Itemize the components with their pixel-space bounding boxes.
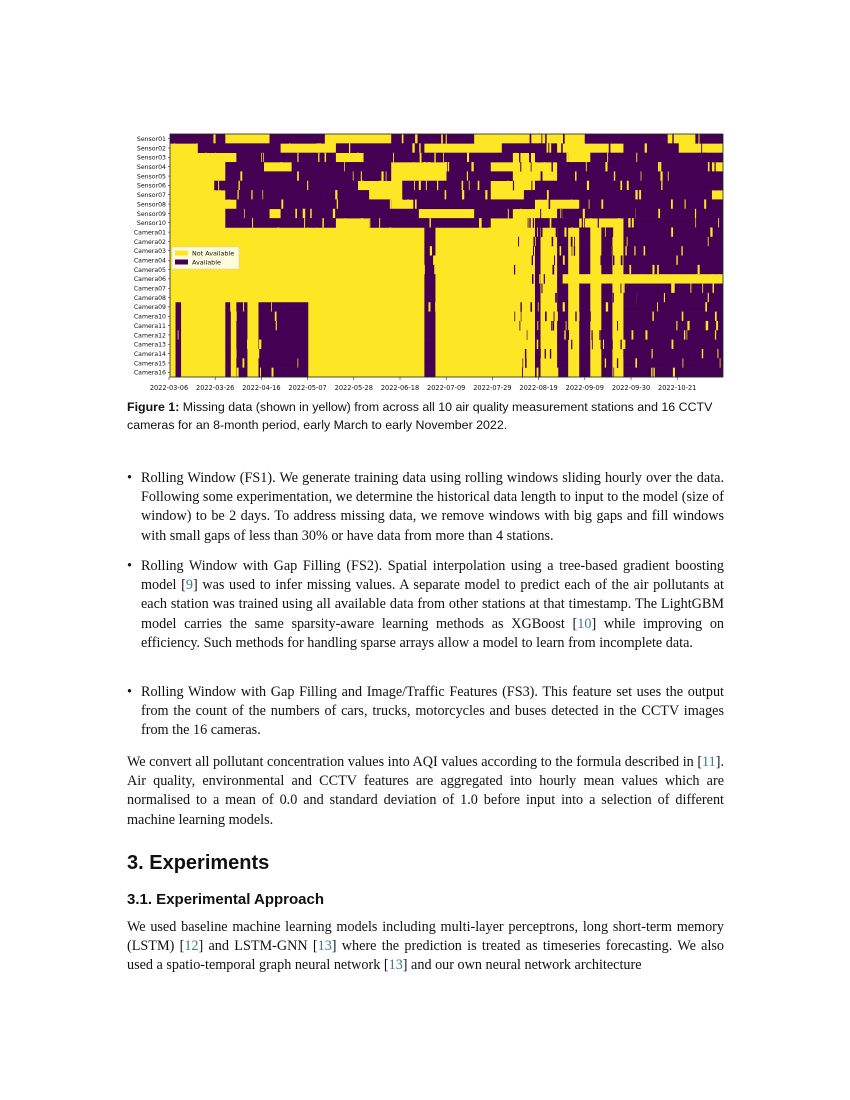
aqi-paragraph [127, 753, 724, 830]
row-label: Camera01 [133, 229, 166, 237]
row-label: Camera02 [133, 238, 166, 246]
row-label: Sensor01 [136, 136, 166, 144]
citation-link[interactable]: 12 [184, 938, 199, 955]
row-label: Camera05 [133, 266, 166, 274]
row-label: Camera13 [133, 341, 166, 349]
row-label: Sensor10 [136, 220, 166, 228]
aqi-text-a: We convert all pollutant concentration values into AQI values according to the formula described in [ [127, 754, 703, 770]
citation-link[interactable]: 13 [317, 938, 332, 955]
row-label: Sensor05 [136, 173, 166, 181]
row-label: Camera09 [133, 304, 166, 312]
bullet-icon: • [127, 684, 132, 700]
row-label: Camera16 [133, 369, 166, 377]
row-label: Camera06 [133, 276, 166, 284]
bullet-text-fs2-b: ] was used to infer missing values. A separate model to predict each of the air pollutants at each station was trained using all available data from other stations at that timestamp. The LightGBM model carries the same sparsity-aware learning methods as XGBoost [ [141, 577, 724, 632]
row-label: Sensor08 [136, 201, 166, 209]
x-tick-label: 2022-07-29 [473, 384, 512, 390]
row-label: Camera11 [133, 322, 166, 330]
bullet-text-fs2-c: ] while improving on efficiency. Such methods for handling sparse arrays allow a model to learn from incomplete data. [141, 615, 725, 651]
approach-text-d: ] and our own neural network architecture [402, 957, 642, 974]
figure-caption [127, 398, 727, 434]
row-label: Camera15 [133, 360, 166, 368]
x-tick-label: 2022-09-09 [565, 384, 604, 390]
row-label: Sensor07 [136, 192, 166, 200]
citation-link[interactable]: 13 [388, 957, 403, 974]
x-tick-label: 2022-04-16 [242, 384, 281, 390]
row-label: Sensor02 [136, 145, 166, 153]
approach-text-c: ] where the prediction is treated as timeseries forecasting. We also used a spatio-temporal graph neural network [ [127, 938, 725, 974]
bullet-text-fs3: Rolling Window with Gap Filling and Image/Traffic Features (FS3). This feature set uses the output from the count of the numbers of cars, trucks, motorcycles and buses detected in the CCTV images from the 16 cameras. [141, 684, 724, 739]
x-tick-label: 2022-05-28 [334, 384, 373, 390]
row-label: Camera07 [133, 285, 166, 293]
row-label: Sensor09 [136, 210, 166, 218]
x-tick-label: 2022-03-26 [196, 384, 235, 390]
legend-swatch-not-available [175, 251, 188, 256]
legend-label-not-available: Not Available [192, 249, 235, 258]
citation-link[interactable]: 9 [185, 577, 193, 594]
approach-paragraph [127, 918, 724, 976]
legend-label-available: Available [192, 258, 221, 267]
aqi-text-b: ]. Air quality, environmental and CCTV features are aggregated into hourly mean values which are normalised to a mean of 0.0 and standard deviation of 1.0 before input into a selection of different machine learning models. [127, 754, 724, 828]
bullet-icon: • [127, 470, 132, 486]
list-item [127, 469, 724, 546]
citation-link[interactable]: 11 [702, 754, 716, 770]
row-label: Camera12 [133, 332, 166, 340]
x-tick-label: 2022-08-19 [519, 384, 558, 390]
x-tick-label: 2022-05-07 [288, 384, 327, 390]
row-label: Camera14 [133, 350, 166, 358]
bullet-text-fs1: Rolling Window (FS1). We generate training data using rolling windows sliding hourly over the data. Following some experimentation, we determine the historical data length to input to the model (size of window) to be 2 days. To address missing data, we remove windows with big gaps and fill windows with small gaps of less than 30% or have data from more than 4 stations. [141, 470, 724, 544]
section-heading: 3. Experiments [127, 852, 270, 874]
row-label: Sensor03 [136, 154, 166, 162]
approach-text-a: We used baseline machine learning models including multi-layer perceptrons, long short-term memory (LSTM) [ [127, 919, 724, 955]
missing-data-figure [118, 128, 728, 390]
list-item [127, 683, 724, 741]
row-label: Sensor04 [136, 164, 166, 172]
row-label: Sensor06 [136, 182, 166, 190]
row-label: Camera10 [133, 313, 166, 321]
subsection-heading: 3.1. Experimental Approach [127, 891, 325, 908]
legend [172, 247, 239, 269]
feature-set-list [127, 469, 724, 752]
x-tick-label: 2022-06-18 [380, 384, 420, 390]
x-tick-label: 2022-07-09 [427, 384, 466, 390]
caption-label: Figure 1: [127, 400, 180, 414]
approach-text-b: ] and LSTM-GNN [ [198, 938, 318, 955]
caption-text: Missing data (shown in yellow) from across all 10 air quality measurement stations and 16 CCTV cameras for an 8-month period, early March to early November 2022. [127, 400, 713, 432]
bullet-icon: • [127, 558, 132, 574]
legend-swatch-available [175, 260, 188, 265]
x-tick-label: 2022-03-06 [149, 384, 189, 390]
x-tick-label: 2022-10-21 [658, 384, 697, 390]
row-label: Camera08 [133, 294, 166, 302]
bullet-text-fs2-a: Rolling Window with Gap Filling (FS2). Spatial interpolation using a tree-based gradient boosting model [ [141, 558, 724, 594]
missing-data-heatmap [118, 128, 728, 390]
citation-link[interactable]: 10 [577, 615, 592, 632]
x-tick-label: 2022-09-30 [611, 384, 651, 390]
list-item [127, 557, 724, 672]
row-label: Camera04 [133, 257, 166, 265]
row-label: Camera03 [133, 248, 166, 256]
